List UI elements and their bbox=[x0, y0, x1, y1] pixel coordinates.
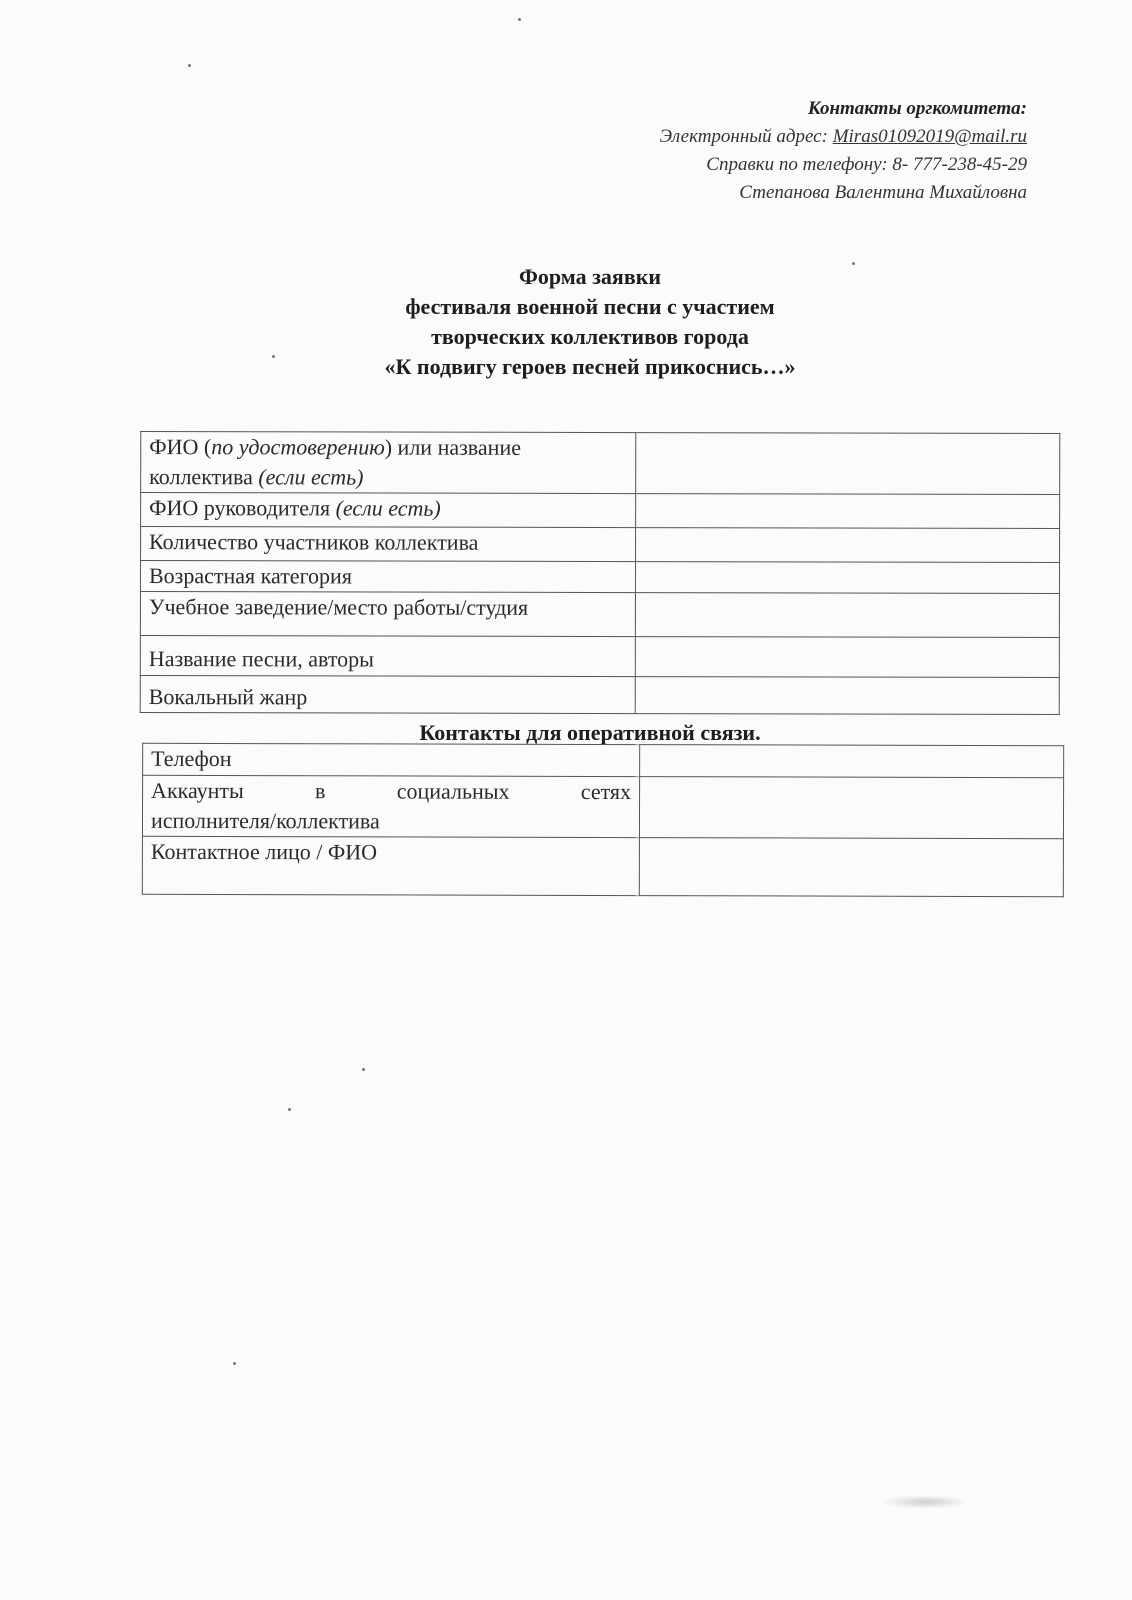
scan-speck bbox=[288, 1108, 291, 1111]
scan-speck bbox=[852, 262, 855, 265]
form-label-contact-person: Контактное лицо / ФИО bbox=[142, 836, 639, 895]
scan-speck bbox=[272, 355, 275, 358]
form-label-name bbox=[141, 432, 636, 494]
organizer-contacts bbox=[660, 95, 1027, 207]
organizer-contacts-heading: Контакты оргкомитета: bbox=[807, 98, 1027, 119]
table-row bbox=[141, 432, 1060, 495]
label-text: ФИО руководителя bbox=[149, 495, 336, 521]
table-row bbox=[140, 676, 1059, 715]
label-line: исполнителя/коллектива bbox=[150, 807, 380, 834]
table-row bbox=[143, 743, 1064, 777]
label-text: ) или название bbox=[384, 434, 522, 460]
form-field-vocal-genre[interactable] bbox=[635, 677, 1059, 715]
label-text: ФИО ( bbox=[149, 434, 212, 460]
form-field-institution[interactable] bbox=[635, 593, 1059, 638]
form-label-social-accounts bbox=[142, 775, 639, 837]
form-title bbox=[0, 262, 1132, 382]
label-word: сетях bbox=[580, 778, 632, 805]
scan-speck bbox=[362, 1068, 365, 1071]
form-field-age-category[interactable] bbox=[635, 562, 1059, 594]
form-field-leader[interactable] bbox=[636, 494, 1060, 529]
scan-speck bbox=[188, 64, 191, 67]
form-label-song: Название песни, авторы bbox=[140, 636, 635, 677]
label-text-italic: (если есть) bbox=[258, 464, 364, 490]
table-row bbox=[140, 561, 1059, 594]
organizer-person: Степанова Валентина Михайловна bbox=[739, 182, 1027, 203]
form-field-song[interactable] bbox=[635, 637, 1059, 678]
form-label-age-category: Возрастная категория bbox=[140, 561, 635, 593]
table-row bbox=[142, 836, 1063, 896]
form-field-contact-person[interactable] bbox=[639, 838, 1063, 897]
label-word: Аккаунты bbox=[151, 777, 244, 804]
form-label-institution: Учебное заведение/место работы/студия bbox=[140, 592, 635, 637]
form-label-participants-count: Количество участников коллектива bbox=[141, 527, 636, 562]
label-word: в bbox=[315, 778, 326, 804]
email-address[interactable]: Miras01092019@mail.ru bbox=[832, 126, 1027, 147]
table-row bbox=[141, 527, 1060, 563]
scan-speck bbox=[518, 18, 521, 21]
table-row bbox=[140, 636, 1059, 678]
form-field-name[interactable] bbox=[636, 433, 1060, 495]
scan-speck bbox=[233, 1362, 236, 1365]
title-line-3: творческих коллективов города bbox=[431, 324, 749, 349]
label-text: коллектива bbox=[149, 464, 259, 490]
form-field-social-accounts[interactable] bbox=[639, 777, 1063, 839]
application-form-table bbox=[140, 431, 1061, 715]
table-row bbox=[140, 592, 1059, 638]
title-line-2: фестиваля военной песни с участием bbox=[405, 294, 775, 319]
title-line-1: Форма заявки bbox=[518, 264, 662, 289]
label-text-italic: по удостоверению bbox=[211, 434, 385, 460]
form-field-participants-count[interactable] bbox=[636, 528, 1060, 563]
scan-smudge bbox=[880, 1495, 970, 1509]
label-line bbox=[151, 776, 631, 807]
email-label: Электронный адрес: bbox=[659, 126, 833, 147]
form-label-leader bbox=[141, 493, 636, 528]
contacts-section-heading: Контакты для оперативной связи. bbox=[419, 720, 761, 745]
table-row bbox=[141, 493, 1060, 529]
title-line-4: «К подвигу героев песней прикоснись…» bbox=[384, 354, 796, 379]
table-row bbox=[142, 775, 1063, 838]
organizer-phone-line: Справки по телефону: 8- 777-238-45-29 bbox=[706, 154, 1027, 175]
label-word: социальных bbox=[396, 778, 510, 804]
form-label-vocal-genre: Вокальный жанр bbox=[140, 676, 635, 714]
form-label-phone: Телефон bbox=[143, 743, 640, 776]
label-text-italic: (если есть) bbox=[335, 495, 441, 521]
form-field-phone[interactable] bbox=[640, 745, 1064, 778]
contacts-form-table bbox=[142, 743, 1064, 897]
organizer-email-line bbox=[660, 123, 1027, 151]
